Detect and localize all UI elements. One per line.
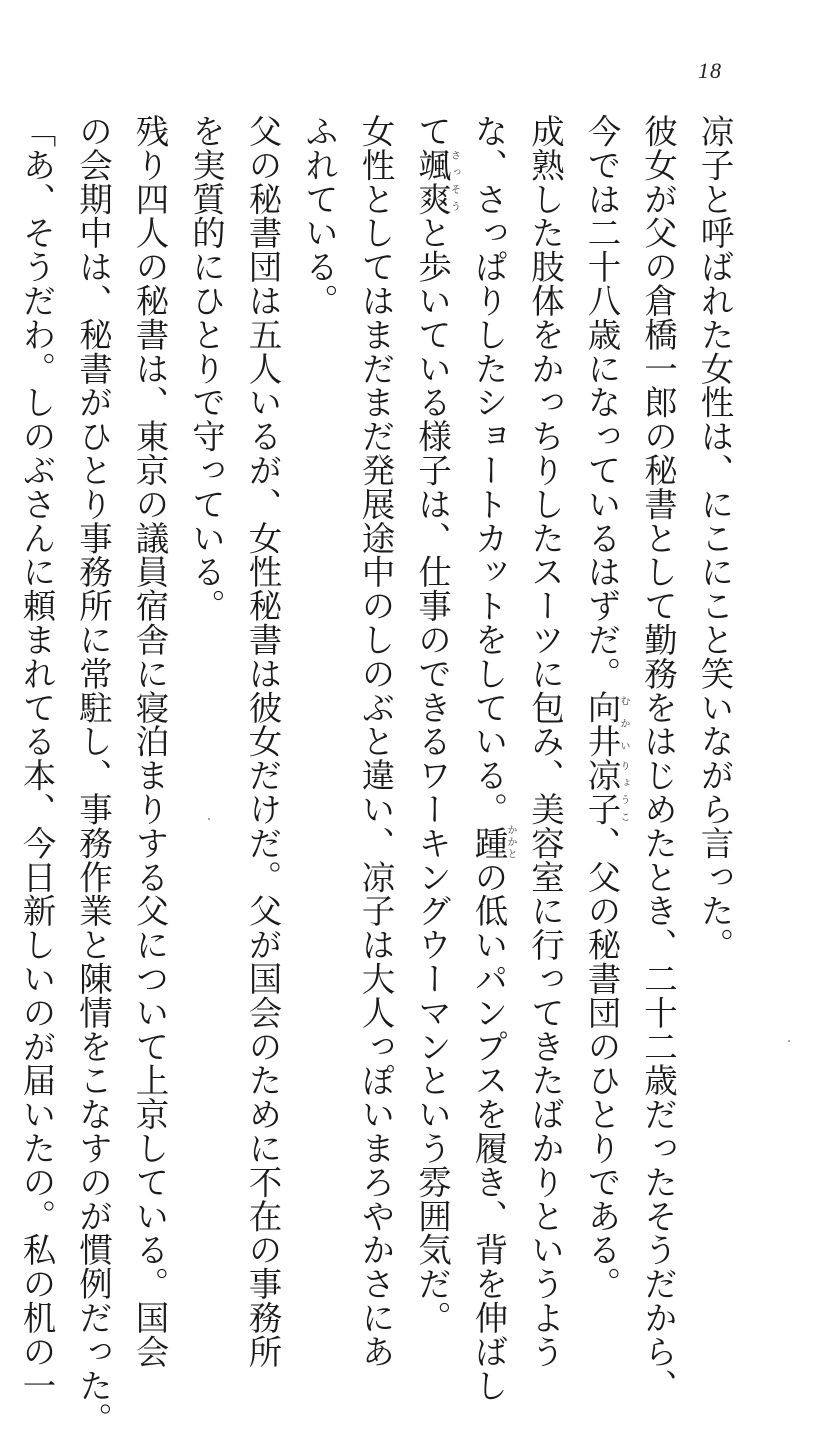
text-segment: の低いパンプスを履き、背を伸ばし [469, 859, 508, 1403]
text-segment: 成熟した肢体をかっちりしたスーツに包み、美容室に行ってきたばかりというよう [525, 114, 565, 1369]
ruby-annotation [412, 147, 460, 216]
text-line [8, 114, 65, 1403]
text-segment: 今では二十八歳になっているはずだ。 [582, 114, 621, 691]
text-line [347, 114, 404, 1369]
text-line [290, 114, 347, 1124]
ruby-base: 向井 [582, 690, 621, 759]
ruby-base: 踵 [469, 824, 508, 861]
ruby-annotation [469, 824, 516, 861]
text-segment: 、父の秘書団のひとりである。 [582, 825, 621, 1301]
text-segment: 凉子と呼ばれた女性は、にこにこと笑いながら言った。 [695, 114, 734, 962]
text-line [0, 114, 8, 1124]
ruby-reading: さっそう [448, 147, 460, 216]
text-line [573, 114, 630, 1301]
text-segment: 父の秘書団は五人いるが、女性秘書は彼女だけだ。父が国会のために不在の事務所 [243, 114, 282, 1369]
ruby-reading: りょうこ [618, 758, 629, 826]
ruby-base: 颯爽 [412, 147, 452, 216]
text-line [629, 114, 686, 1403]
ruby-annotation [582, 758, 629, 826]
page-number: 18 [698, 58, 722, 83]
text-segment: を実質的にひとりで守っている。 [186, 114, 226, 623]
text-line [460, 114, 517, 1403]
text-segment: の会期中は、秘書がひとり事務所に常駐し、事務作業と陳情をこなすのが慣例だった。 [73, 114, 113, 1436]
ruby-base: 凉子 [582, 758, 621, 826]
text-segment: と歩いている様子は、仕事のできるワーキングウーマンという雰囲気だ。 [412, 215, 452, 1335]
text-line [121, 114, 178, 1369]
paper-speck [788, 1040, 790, 1042]
text-line [516, 114, 573, 1369]
text-segment: な、さっぱりしたショートカットをしている。 [469, 114, 508, 826]
text-segment: 彼女が父の倉橋一郎の秘書として勤務をはじめたとき、二十二歳だったそうだから、 [638, 114, 678, 1403]
text-segment: ふれている。 [299, 114, 339, 318]
ruby-reading: かかと [505, 824, 516, 861]
text-line [234, 114, 291, 1369]
text-segment: 女性としてはまだまだ発展途中のしのぶと違い、凉子は大人っぽいまろやかさにあ [356, 114, 395, 1369]
text-segment: 「あ、そうだわ。しのぶさんに頼まれてる本、今日新しいのが届いたの。私の机の一 [17, 114, 56, 1403]
paper-speck [208, 818, 210, 820]
ruby-annotation [582, 690, 629, 759]
text-segment: て [412, 114, 452, 148]
ruby-reading: むかい [618, 690, 629, 759]
text-line [177, 114, 234, 1124]
vertical-body-text [0, 114, 742, 1436]
text-line [64, 114, 121, 1436]
text-segment: 残り四人の秘書は、東京の議員宿舎に寝泊まりする父について上京している。国会 [130, 114, 169, 1369]
text-line [403, 114, 460, 1335]
text-line [686, 114, 743, 1124]
